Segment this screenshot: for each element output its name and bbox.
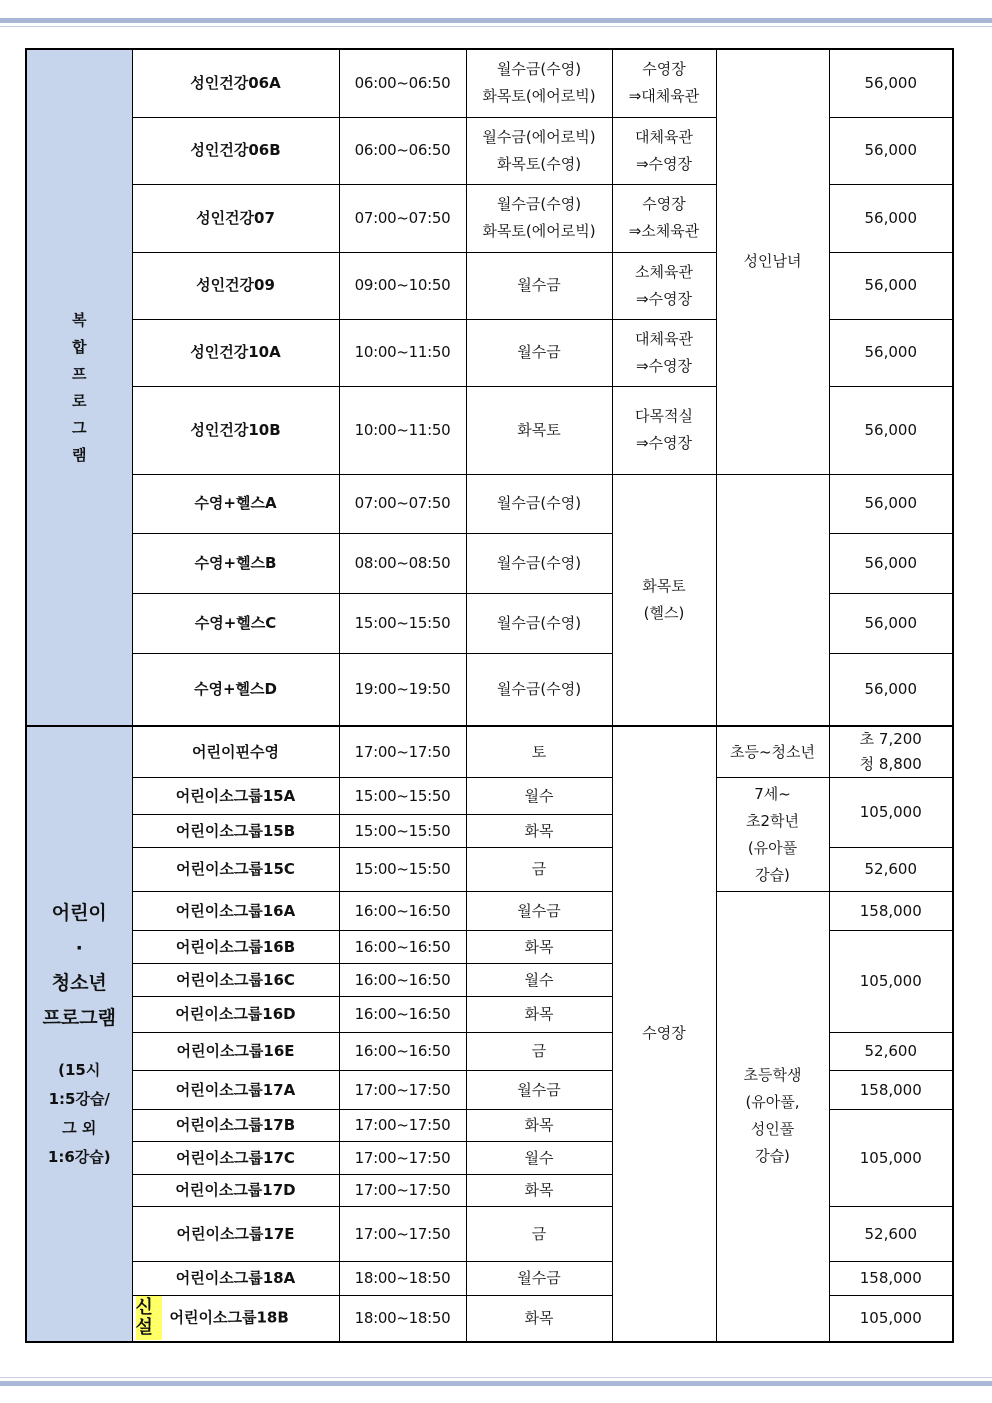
program-time: 15:00~15:50 xyxy=(339,778,466,815)
program-days: 금 xyxy=(466,1207,612,1262)
program-name: 성인건강06A xyxy=(132,49,339,117)
program-time: 15:00~15:50 xyxy=(339,815,466,848)
program-name: 어린이소그룹17A xyxy=(132,1071,339,1110)
program-fee: 56,000 xyxy=(829,49,953,117)
category-youth-program xyxy=(26,726,132,1342)
program-fee: 56,000 xyxy=(829,252,953,319)
program-name: 어린이소그룹16D xyxy=(132,997,339,1033)
program-time: 09:00~10:50 xyxy=(339,252,466,319)
program-name: 성인건강06B xyxy=(132,117,339,184)
program-name: 어린이소그룹15B xyxy=(132,815,339,848)
program-time: 17:00~17:50 xyxy=(339,726,466,778)
top-border-band xyxy=(0,18,992,23)
program-fee: 52,600 xyxy=(829,1207,953,1262)
program-fee: 105,000 xyxy=(829,778,953,848)
program-days: 월수금 xyxy=(466,319,612,386)
program-name: 수영+헬스C xyxy=(132,593,339,653)
program-name: 어린이소그룹17C xyxy=(132,1142,339,1175)
program-days: 토 xyxy=(466,726,612,778)
program-days: 월수금(에어로빅) 화목토(수영) xyxy=(466,117,612,184)
program-time: 17:00~17:50 xyxy=(339,1071,466,1110)
program-name: 어린이소그룹15A xyxy=(132,778,339,815)
program-fee: 105,000 xyxy=(829,931,953,1033)
program-place: 다목적실 ⇒수영장 xyxy=(612,386,716,474)
program-days: 월수금(수영) 화목토(에어로빅) xyxy=(466,49,612,117)
program-time: 16:00~16:50 xyxy=(339,964,466,997)
program-fee: 56,000 xyxy=(829,319,953,386)
program-time: 17:00~17:50 xyxy=(339,1175,466,1207)
program-fee: 105,000 xyxy=(829,1296,953,1342)
program-place: 소체육관 ⇒수영장 xyxy=(612,252,716,319)
program-days: 월수금 xyxy=(466,892,612,931)
program-place: 대체육관 ⇒수영장 xyxy=(612,319,716,386)
program-days: 화목토 xyxy=(466,386,612,474)
program-name-new xyxy=(132,1296,339,1342)
program-name: 어린이소그룹18B xyxy=(169,1308,289,1327)
program-name: 어린이소그룹15C xyxy=(132,848,339,892)
program-days: 월수금 xyxy=(466,1071,612,1110)
program-fee: 52,600 xyxy=(829,1033,953,1071)
program-days: 화목 xyxy=(466,1175,612,1207)
program-name: 성인건강10A xyxy=(132,319,339,386)
program-days: 월수금(수영) 화목토(에어로빅) xyxy=(466,184,612,252)
program-name: 어린이핀수영 xyxy=(132,726,339,778)
program-place: 수영장 ⇒대체육관 xyxy=(612,49,716,117)
program-time: 08:00~08:50 xyxy=(339,533,466,593)
program-days: 월수 xyxy=(466,964,612,997)
program-time: 18:00~18:50 xyxy=(339,1262,466,1296)
target-adults-empty xyxy=(716,474,829,726)
program-name: 어린이소그룹17D xyxy=(132,1175,339,1207)
program-place: 대체육관 ⇒수영장 xyxy=(612,117,716,184)
program-name: 어린이소그룹16E xyxy=(132,1033,339,1071)
program-time: 17:00~17:50 xyxy=(339,1110,466,1142)
program-time: 16:00~16:50 xyxy=(339,997,466,1033)
program-name: 수영+헬스A xyxy=(132,474,339,533)
program-days: 월수금 xyxy=(466,252,612,319)
program-fee: 56,000 xyxy=(829,386,953,474)
target-elementary: 초등학생 (유아풀, 성인풀 강습) xyxy=(716,892,829,1342)
program-name: 어린이소그룹16B xyxy=(132,931,339,964)
program-fee: 158,000 xyxy=(829,1071,953,1110)
program-time: 16:00~16:50 xyxy=(339,1033,466,1071)
program-name: 성인건강10B xyxy=(132,386,339,474)
bottom-border-band xyxy=(0,1381,992,1386)
program-days: 월수금(수영) xyxy=(466,474,612,533)
program-days: 금 xyxy=(466,1033,612,1071)
program-time: 15:00~15:50 xyxy=(339,593,466,653)
program-fee: 56,000 xyxy=(829,117,953,184)
program-time: 15:00~15:50 xyxy=(339,848,466,892)
top-border-line xyxy=(0,26,992,27)
target-adults: 성인남녀 xyxy=(716,49,829,474)
program-time: 06:00~06:50 xyxy=(339,49,466,117)
target-group15: 7세~ 초2학년 (유아풀 강습) xyxy=(716,778,829,892)
program-fee: 56,000 xyxy=(829,533,953,593)
program-fee: 56,000 xyxy=(829,653,953,726)
health-place: 화목토 (헬스) xyxy=(612,474,716,726)
program-fee: 56,000 xyxy=(829,184,953,252)
program-name: 어린이소그룹16A xyxy=(132,892,339,931)
program-name: 성인건강09 xyxy=(132,252,339,319)
program-days: 화목 xyxy=(466,1296,612,1342)
program-fee: 158,000 xyxy=(829,892,953,931)
program-fee: 56,000 xyxy=(829,593,953,653)
program-name: 어린이소그룹17B xyxy=(132,1110,339,1142)
new-badge: 신 설 xyxy=(136,1296,162,1340)
program-days: 화목 xyxy=(466,931,612,964)
program-place: 수영장 ⇒소체육관 xyxy=(612,184,716,252)
bottom-border-line xyxy=(0,1377,992,1378)
program-days: 월수금(수영) xyxy=(466,593,612,653)
target-pin: 초등~청소년 xyxy=(716,726,829,778)
youth-category-note: (15시 1:5강습/ 그 외 1:6강습) xyxy=(47,1060,111,1166)
program-time: 07:00~07:50 xyxy=(339,474,466,533)
program-time: 10:00~11:50 xyxy=(339,386,466,474)
category-complex-program: 복 합 프 로 그 램 xyxy=(26,49,132,726)
program-time: 17:00~17:50 xyxy=(339,1142,466,1175)
program-days: 화목 xyxy=(466,815,612,848)
program-fee: 158,000 xyxy=(829,1262,953,1296)
youth-category-title: 어린이 · 청소년 프로그램 xyxy=(42,901,116,1029)
program-name: 수영+헬스D xyxy=(132,653,339,726)
program-name: 성인건강07 xyxy=(132,184,339,252)
program-time: 19:00~19:50 xyxy=(339,653,466,726)
program-time: 17:00~17:50 xyxy=(339,1207,466,1262)
program-name: 어린이소그룹17E xyxy=(132,1207,339,1262)
program-time: 07:00~07:50 xyxy=(339,184,466,252)
program-days: 화목 xyxy=(466,997,612,1033)
program-time: 18:00~18:50 xyxy=(339,1296,466,1342)
program-fee: 초 7,200 청 8,800 xyxy=(829,726,953,778)
program-days: 월수 xyxy=(466,1142,612,1175)
program-name: 어린이소그룹18A xyxy=(132,1262,339,1296)
program-time: 16:00~16:50 xyxy=(339,892,466,931)
program-time: 06:00~06:50 xyxy=(339,117,466,184)
program-time: 10:00~11:50 xyxy=(339,319,466,386)
youth-place: 수영장 xyxy=(612,726,716,1342)
program-fee: 56,000 xyxy=(829,474,953,533)
program-name: 어린이소그룹16C xyxy=(132,964,339,997)
program-days: 월수 xyxy=(466,778,612,815)
program-days: 월수금(수영) xyxy=(466,653,612,726)
program-days: 화목 xyxy=(466,1110,612,1142)
program-days: 월수금(수영) xyxy=(466,533,612,593)
program-days: 월수금 xyxy=(466,1262,612,1296)
schedule-table xyxy=(25,48,954,1343)
program-fee: 52,600 xyxy=(829,848,953,892)
program-name: 수영+헬스B xyxy=(132,533,339,593)
program-days: 금 xyxy=(466,848,612,892)
program-time: 16:00~16:50 xyxy=(339,931,466,964)
program-fee: 105,000 xyxy=(829,1110,953,1207)
